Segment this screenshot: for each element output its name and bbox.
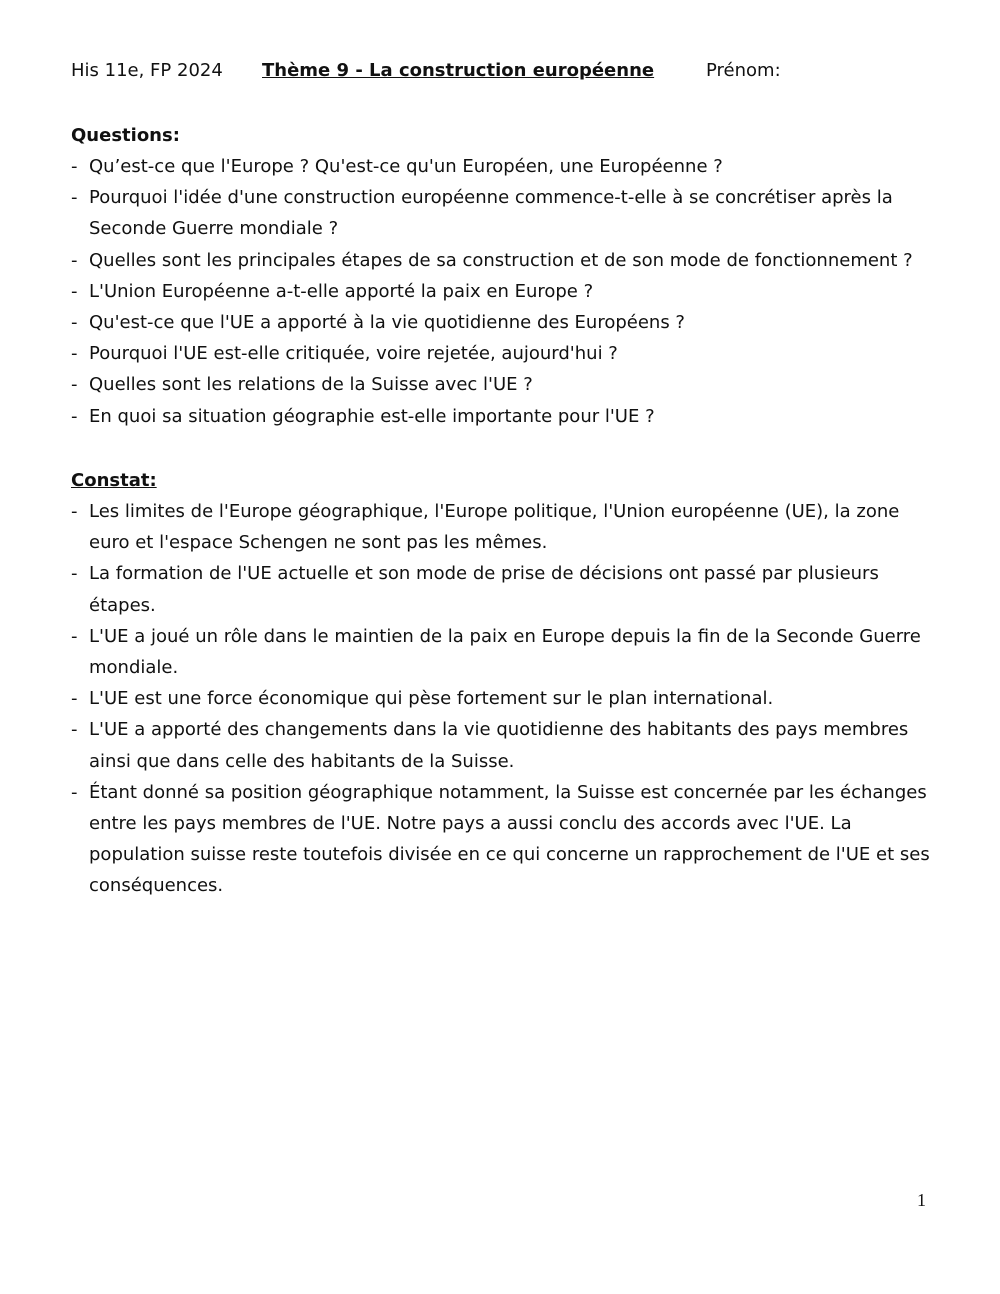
course-label: His 11e, FP 2024: [71, 60, 223, 81]
constat-item: - L'UE a joué un rôle dans le maintien de la paix en Europe depuis la fin de la Seconde Guerre mondiale.: [71, 621, 941, 683]
constat-item: - Étant donné sa position géographique notamment, la Suisse est concernée par les échanges entre les pays membres de l'UE. Notre pays a aussi conclu des accords avec l'UE. La population suisse reste toutefois divisée en ce qui concerne un rapprochement de l'UE et ses conséquences.: [71, 777, 941, 902]
questions-heading: Questions:: [71, 125, 180, 146]
constat-section: [71, 465, 941, 902]
page-number: 1: [917, 1190, 926, 1210]
question-item: - L'Union Européenne a-t-elle apporté la paix en Europe ?: [71, 276, 941, 307]
page-header: [71, 60, 931, 88]
constat-item: - Les limites de l'Europe géographique, l'Europe politique, l'Union européenne (UE), la zone euro et l'espace Schengen ne sont pas les mêmes.: [71, 496, 941, 558]
constat-item: - La formation de l'UE actuelle et son mode de prise de décisions ont passé par plusieurs étapes.: [71, 558, 941, 620]
constat-item: - L'UE a apporté des changements dans la vie quotidienne des habitants des pays membres ainsi que dans celle des habitants de la Suisse.: [71, 714, 941, 776]
name-label: Prénom:: [706, 60, 781, 81]
questions-section: [71, 120, 941, 432]
question-item: - Quelles sont les principales étapes de sa construction et de son mode de fonctionnement ?: [71, 245, 941, 276]
question-item: - Quelles sont les relations de la Suisse avec l'UE ?: [71, 369, 941, 400]
document-title: Thème 9 - La construction européenne: [262, 60, 655, 81]
questions-list: [71, 151, 941, 432]
question-item: - Pourquoi l'UE est-elle critiquée, voire rejetée, aujourd'hui ?: [71, 338, 941, 369]
constat-heading: Constat:: [71, 470, 157, 491]
question-item: - Qu’est-ce que l'Europe ? Qu'est-ce qu'un Européen, une Européenne ?: [71, 151, 941, 182]
constat-item: - L'UE est une force économique qui pèse fortement sur le plan international.: [71, 683, 941, 714]
constat-list: [71, 496, 941, 902]
question-item: - Pourquoi l'idée d'une construction européenne commence-t-elle à se concrétiser après la Seconde Guerre mondiale ?: [71, 182, 941, 244]
question-item: - Qu'est-ce que l'UE a apporté à la vie quotidienne des Européens ?: [71, 307, 941, 338]
question-item: - En quoi sa situation géographie est-elle importante pour l'UE ?: [71, 401, 941, 432]
